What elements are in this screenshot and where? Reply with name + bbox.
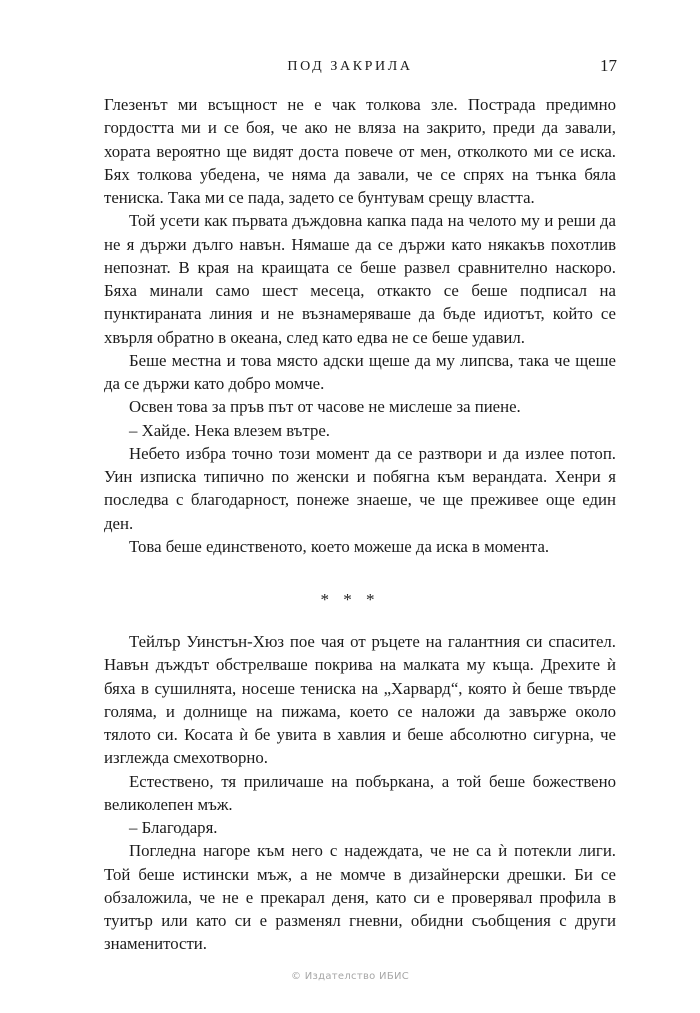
dialogue-line: – Хайде. Нека влезем вътре. bbox=[129, 420, 330, 440]
section-two-text bbox=[104, 630, 616, 956]
paragraph: Тейлър Уинстън-Хюз пое чая от ръцете на галантния си спасител. Навън дъждът обстрелваше покрива на малката му къща. Дрехите ѝ бяха в сушилнята, носеше тениска на „Харвард“, която ѝ беше твърде голяма, и долнище на пижама, което се наложи да завърже около тялото си. Косата ѝ бе увита в хавлия и беше абсолютно сигурна, че изглежда смехотворно. bbox=[104, 632, 616, 768]
paragraph: Беше местна и това място адски щеше да му липсва, така че щеше да се държи като добро момче. bbox=[104, 350, 616, 393]
running-title: ПОД ЗАКРИЛА bbox=[287, 59, 413, 74]
paragraph: Глезенът ми всъщност не е чак толкова зле. Пострада предимно гордостта ми и се боя, че ако не вляза на закрито, преди да завали, хората вероятно ще видят доста повече от мен, отколкото ми се иска. Бях толкова убедена, че няма да завали, че се спрях на тънка бяла тениска. Така ми се пада, задето се бунтувам срещу властта. bbox=[104, 95, 616, 207]
paragraph: Естествено, тя приличаше на побъркана, а той беше божествено великолепен мъж. bbox=[104, 771, 616, 814]
page-number: 17 bbox=[600, 56, 617, 75]
paragraph: Погледна нагоре към него с надеждата, че не са ѝ потекли лиги. Той беше истински мъж, а не момче в дизайнерски дрешки. Би се обзаложила, че не е прекарал деня, като си е проверявал профила в туитър или като си е разменял гневни, обидни съобщения с други знаменитости. bbox=[104, 841, 616, 954]
publisher-footer: © Издателство ИБИС bbox=[290, 971, 410, 982]
running-header bbox=[0, 57, 700, 81]
scene-break: * * * bbox=[320, 590, 380, 609]
paragraph: Това беше единственото, което можеше да иска в момента. bbox=[129, 536, 550, 556]
paragraph: Освен това за пръв път от часове не мислеше за пиене. bbox=[129, 397, 521, 417]
paragraph: Небето избра точно този момент да се разтвори и да излее потоп. Уин изписка типично по женски и побягна към верандата. Хенри я последва с благодарност, понеже знаеше, че ще преживее още един ден. bbox=[104, 443, 616, 533]
paragraph: Той усети как първата дъждовна капка пада на челото му и реши да не я държи дълго навън. Нямаше да се държи като някакъв похотлив непознат. В края на краищата се беше развел сравнително наскоро. Бяха минали само шест месеца, откакто се беше подписал на пунктираната линия и не възнамеряваше да бъде идиотът, който се хвърля обратно в океана, след като едва не се беше удавил. bbox=[104, 211, 616, 347]
dialogue-line: – Благодаря. bbox=[129, 818, 218, 837]
section-one-text bbox=[104, 93, 616, 558]
